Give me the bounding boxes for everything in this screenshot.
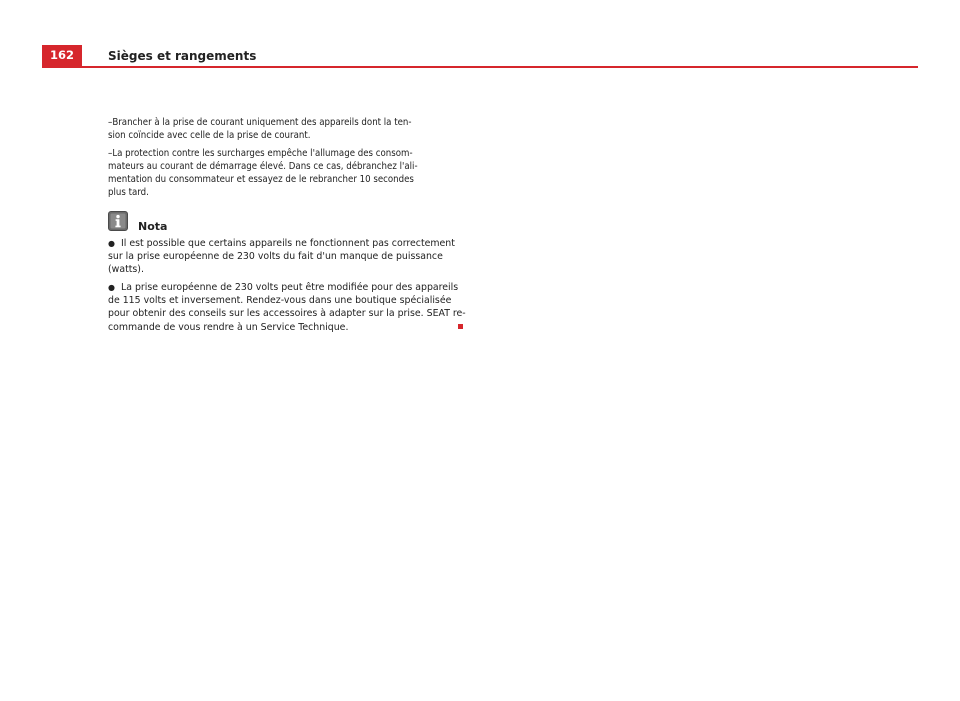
instruction-line: sion coïncide avec celle de la prise de courant. bbox=[108, 130, 311, 142]
note-line: ● La prise européenne de 230 volts peut être modifiée pour des appareils bbox=[108, 282, 459, 294]
instruction-line: –La protection contre les surcharges empêche l'allumage des consom- bbox=[108, 148, 413, 160]
dash-marker: – bbox=[108, 148, 113, 160]
instruction-line: mentation du consommateur et essayez de le rebrancher 10 secondes bbox=[108, 174, 414, 186]
note-line: de 115 volts et inversement. Rendez-vous dans une boutique spécialisée bbox=[108, 295, 452, 307]
instruction-item bbox=[108, 147, 468, 199]
bullet-marker: ● bbox=[108, 239, 115, 248]
instruction-line: –Brancher à la prise de courant uniquement des appareils dont la ten- bbox=[108, 117, 412, 128]
chapter-title: Sièges et rangements bbox=[108, 49, 257, 63]
header-rule bbox=[42, 66, 918, 68]
note-line: (watts). bbox=[108, 264, 144, 276]
note-line: pour obtenir des conseils sur les accessoires à adapter sur la prise. SEAT re- bbox=[108, 308, 466, 320]
note-title: Nota bbox=[138, 220, 168, 233]
note-body bbox=[108, 237, 468, 339]
note-item bbox=[108, 281, 468, 333]
dash-marker: – bbox=[108, 117, 113, 128]
note-item bbox=[108, 237, 468, 276]
page-header bbox=[42, 45, 918, 67]
note-line: sur la prise européenne de 230 volts du fait d'un manque de puissance bbox=[108, 251, 443, 263]
info-icon bbox=[108, 211, 128, 231]
instruction-line: plus tard. bbox=[108, 187, 149, 199]
bullet-marker: ● bbox=[108, 283, 115, 293]
instruction-list bbox=[108, 116, 468, 205]
instruction-item bbox=[108, 116, 468, 142]
note-line: ● Il est possible que certains appareils ne fonctionnent pas correctement bbox=[108, 238, 455, 249]
page-number: 162 bbox=[42, 45, 82, 66]
section-end-marker bbox=[458, 324, 463, 329]
instruction-line: mateurs au courant de démarrage élevé. Dans ce cas, débranchez l'ali- bbox=[108, 161, 418, 173]
note-line: commande de vous rendre à un Service Technique. bbox=[108, 321, 349, 333]
